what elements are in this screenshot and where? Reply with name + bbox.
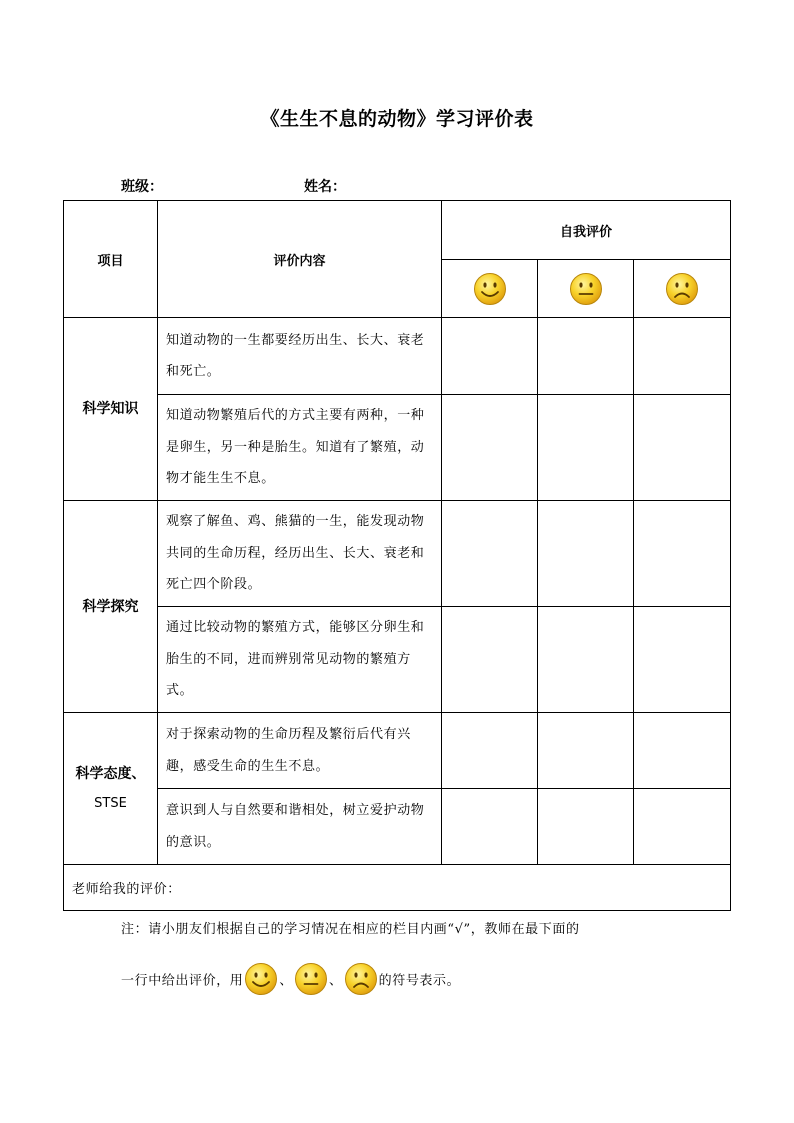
name-label: 姓名：	[304, 179, 346, 195]
criterion-cell: 通过比较动物的繁殖方式，能够区分卵生和胎生的不同，进而辨别常见动物的繁殖方式。	[158, 607, 442, 713]
criterion-cell: 知道动物的一生都要经历出生、长大、衰老和死亡。	[158, 318, 442, 395]
table-row	[64, 789, 731, 865]
note-line-2-suffix: 的符号表示。	[378, 973, 461, 989]
header-neutral-cell	[538, 260, 634, 318]
category-attitude-line1: 科学态度、	[75, 765, 146, 782]
self-eval-neutral-cell[interactable]	[538, 789, 634, 865]
class-label: 班级：	[121, 179, 163, 195]
note-line-1: 注：请小朋友们根据自己的学习情况在相应的栏目内画“√”，教师在最下面的	[121, 922, 580, 937]
category-attitude-line2: STSE	[94, 795, 127, 811]
header-item: 项目	[64, 201, 158, 318]
table-row	[64, 395, 731, 501]
sad-face-icon	[344, 962, 378, 1000]
teacher-eval-label: 老师给我的评价：	[72, 882, 181, 897]
criterion-cell: 知道动物繁殖后代的方式主要有两种，一种是卵生，另一种是胎生。知道有了繁殖，动物才能生生不息。	[158, 395, 442, 501]
criterion-cell: 对于探索动物的生命历程及繁衍后代有兴趣，感受生命的生生不息。	[158, 713, 442, 789]
table-row	[64, 501, 731, 607]
evaluation-table	[63, 200, 731, 911]
sad-face-icon	[665, 272, 699, 306]
table-row	[64, 318, 731, 395]
category-attitude	[64, 713, 158, 865]
self-eval-neutral-cell[interactable]	[538, 501, 634, 607]
smiling-face-icon	[473, 272, 507, 306]
self-eval-sad-cell[interactable]	[634, 607, 731, 713]
self-eval-neutral-cell[interactable]	[538, 318, 634, 395]
self-eval-neutral-cell[interactable]	[538, 607, 634, 713]
self-eval-neutral-cell[interactable]	[538, 713, 634, 789]
self-eval-sad-cell[interactable]	[634, 501, 731, 607]
note-line-2	[121, 962, 460, 1000]
table-row	[64, 713, 731, 789]
header-sad-cell	[634, 260, 731, 318]
self-eval-smile-cell[interactable]	[442, 713, 538, 789]
note-separator: 、	[329, 973, 343, 989]
category-inquiry: 科学探究	[64, 501, 158, 713]
header-content: 评价内容	[158, 201, 442, 318]
self-eval-sad-cell[interactable]	[634, 789, 731, 865]
self-eval-neutral-cell[interactable]	[538, 395, 634, 501]
teacher-row	[64, 865, 731, 911]
header-smile-cell	[442, 260, 538, 318]
neutral-face-icon	[294, 962, 328, 1000]
table-row	[64, 607, 731, 713]
self-eval-smile-cell[interactable]	[442, 395, 538, 501]
self-eval-smile-cell[interactable]	[442, 789, 538, 865]
header-row-1	[64, 201, 731, 260]
self-eval-smile-cell[interactable]	[442, 318, 538, 395]
self-eval-sad-cell[interactable]	[634, 318, 731, 395]
neutral-face-icon	[569, 272, 603, 306]
note-line-2-prefix: 一行中给出评价，用	[121, 973, 244, 989]
category-knowledge: 科学知识	[64, 318, 158, 501]
self-eval-smile-cell[interactable]	[442, 501, 538, 607]
self-eval-sad-cell[interactable]	[634, 395, 731, 501]
self-eval-sad-cell[interactable]	[634, 713, 731, 789]
self-eval-smile-cell[interactable]	[442, 607, 538, 713]
criterion-cell: 意识到人与自然要和谐相处，树立爱护动物的意识。	[158, 789, 442, 865]
note-separator: 、	[279, 973, 294, 989]
page-title: 《生生不息的动物》学习评价表	[260, 108, 534, 130]
smiling-face-icon	[244, 962, 278, 1000]
teacher-eval-cell[interactable]	[64, 865, 731, 911]
criterion-cell: 观察了解鱼、鸡、熊猫的一生，能发现动物共同的生命历程，经历出生、长大、衰老和死亡四个阶段。	[158, 501, 442, 607]
header-self-eval: 自我评价	[442, 201, 731, 260]
